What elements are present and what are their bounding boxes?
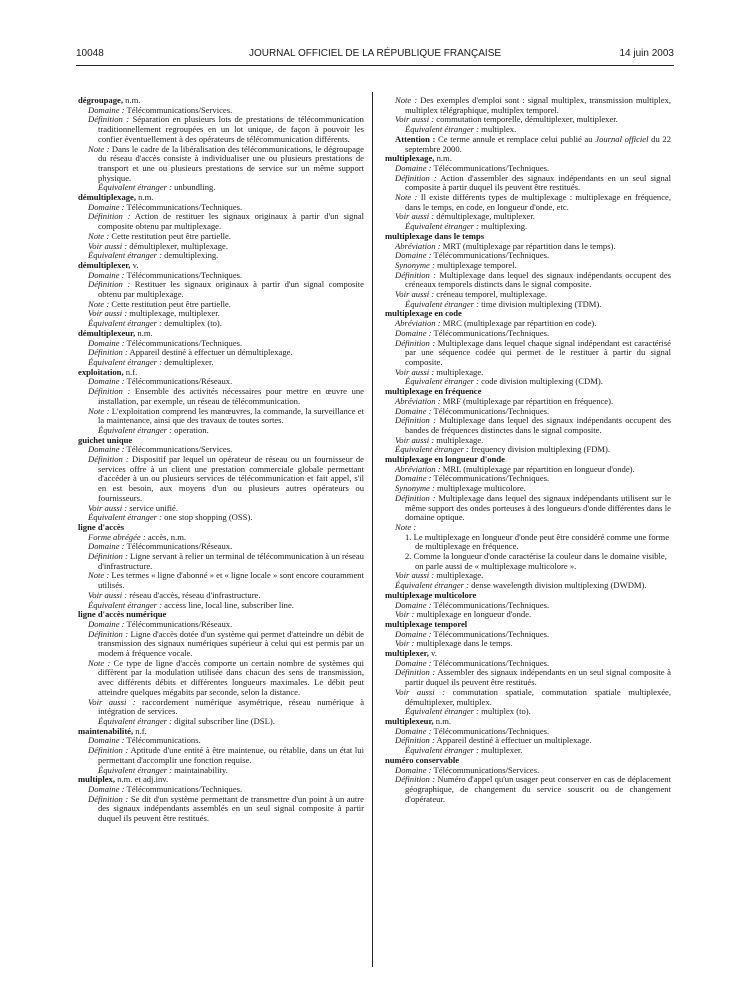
field-text: multiplexage temporel. xyxy=(434,259,517,270)
headword: multiplexage en fréquence xyxy=(385,386,482,397)
field-label: Voir : xyxy=(395,638,415,649)
field-text: multiplex. xyxy=(478,124,517,135)
field-text: access line, local line, subscriber line. xyxy=(161,599,294,610)
definition-field xyxy=(88,407,364,426)
field-text: Télécommunications/Techniques. xyxy=(431,473,550,484)
field-text: Télécommunications/Techniques. xyxy=(124,337,243,348)
field-label: Équivalent étranger : xyxy=(395,444,469,455)
definition-field xyxy=(88,795,364,824)
field-label: Domaine : xyxy=(395,628,432,639)
grammatical-category: v. xyxy=(428,648,437,659)
field-label: Note : xyxy=(88,570,110,581)
definition-field xyxy=(395,775,671,804)
headword: multiplexeur, xyxy=(385,716,434,726)
field-label: Équivalent étranger : xyxy=(405,124,479,135)
field-label: Voir aussi : xyxy=(395,686,446,697)
field-text: multiplex (to). xyxy=(478,706,531,717)
field-label: Voir aussi : xyxy=(88,240,128,251)
field-text: réseau d'accès, réseau d'infrastructure. xyxy=(127,589,261,600)
field-text: commutation temporelle, démultiplexer, multiplexer. xyxy=(434,114,618,125)
field-text: Télécommunications/Techniques. xyxy=(431,599,550,610)
note-list-item xyxy=(395,533,671,552)
field-label: Équivalent étranger : xyxy=(88,356,162,367)
field-text: Se dit d'un système permettant de transmettre d'un point à un autre des signaux indépendants assemblés en un seul signal composite à partir duquel ils peuvent être restitués. xyxy=(98,793,364,824)
field-text: maintainability. xyxy=(171,764,228,775)
headword: multiplexage multicolore xyxy=(385,589,477,600)
field-text: L'exploitation comprend les manœuvres, la commande, la surveillance et la maintenance, ainsi que des travaux de toutes sortes. xyxy=(98,405,364,426)
field-label: Domaine : xyxy=(88,376,125,387)
headword: guichet unique xyxy=(78,434,133,445)
field-text: dense wavelength division multiplexing (DWDM). xyxy=(468,580,647,591)
column-divider xyxy=(372,92,373,967)
field-label: Note : xyxy=(88,143,110,154)
field-text: multiplexage dans le temps. xyxy=(414,638,513,649)
field-label: Domaine : xyxy=(88,337,125,348)
field-label: Voir aussi : xyxy=(395,434,435,445)
definition-field xyxy=(395,688,671,707)
field-text: Télécommunications/Services. xyxy=(124,444,233,455)
field-text: MRF (multiplexage par répartition en fréquence). xyxy=(440,395,614,406)
field-label: Domaine : xyxy=(88,541,125,552)
field-text: Multiplexage dans lequel des signaux indépendants occupent des créneaux temporels distincts dans le signal composite. xyxy=(405,269,671,290)
field-text: multiplexage. xyxy=(434,570,484,581)
headword: numéro conservable xyxy=(385,754,460,765)
field-text: Télécommunications/Réseaux. xyxy=(124,618,233,629)
field-text: Appareil destiné à effectuer un multiplexage. xyxy=(434,735,592,746)
field-text: Multiplexage dans lequel des signaux indépendants utilisent sur le même support des ondes porteuses à des longueurs d'onde différentes dans le domaine optique. xyxy=(405,492,671,523)
field-text: Ligne d'accès dotée d'un système qui permet d'atteindre un débit de transmission des signaux numériques supérieur à celui qui est permis par un modem à fréquence vocale. xyxy=(98,628,364,659)
field-label: Abréviation : xyxy=(395,463,441,474)
field-text: Télécommunications/Techniques. xyxy=(431,405,550,416)
field-label: Attention : xyxy=(395,133,436,144)
field-label: Domaine : xyxy=(88,444,125,455)
left-column xyxy=(78,96,364,824)
field-text: digital subscriber line (DSL). xyxy=(171,716,275,726)
field-text: multiplexing. xyxy=(478,221,528,232)
note-text: 2. Comme la longueur d'onde caractérise la couleur dans le domaine visible, on parle aussi de « multiplexage multicolore ». xyxy=(405,551,667,571)
field-text: Télécommunications/Techniques. xyxy=(431,162,550,173)
field-label: Abréviation : xyxy=(395,318,441,329)
field-label: Domaine : xyxy=(395,725,432,736)
headword: multiplexage, xyxy=(385,153,435,164)
field-label: Définition : xyxy=(395,492,436,503)
headword: multiplexage en longueur d'onde xyxy=(385,454,505,465)
field-label: Voir aussi : xyxy=(88,589,128,600)
definition-field xyxy=(395,416,671,435)
field-label: Note : xyxy=(88,230,110,241)
grammatical-category: v. xyxy=(130,259,139,270)
right-column xyxy=(385,96,671,804)
field-text: Séparation en plusieurs lots de prestations de télécommunication traditionnellement regroupées en un lot unique, de façon à pouvoir les confier éventuellement à des opérateurs de télécommunication différents. xyxy=(98,114,364,144)
field-label: Domaine : xyxy=(395,764,432,775)
field-label: Note : xyxy=(88,405,110,416)
field-label: Définition : xyxy=(88,551,128,562)
field-text: operation. xyxy=(171,424,209,435)
field-label: Voir aussi : xyxy=(395,289,435,300)
field-label: Domaine : xyxy=(88,201,125,212)
field-label: Voir aussi : xyxy=(88,502,128,513)
headword: ligne d'accès xyxy=(78,521,125,532)
field-text: Cette restitution peut être partielle. xyxy=(109,298,231,309)
field-text: demultiplexer. xyxy=(161,356,214,367)
field-text: time division multiplexing (TDM). xyxy=(478,298,602,309)
field-text: Assembler des signaux indépendants en un seul signal composite à partir duquel ils peuvent être restitués. xyxy=(405,667,671,688)
field-label: Définition : xyxy=(88,454,129,465)
field-text: démultiplexage, multiplexer. xyxy=(434,211,535,222)
field-label: Synonyme : xyxy=(395,259,435,270)
note-text: 1. Le multiplexage en longueur d'onde peut être considéré comme une forme de multiplexage en fréquence. xyxy=(405,531,670,552)
field-label: Définition : xyxy=(88,211,131,222)
headword: démultiplexage, xyxy=(78,192,137,203)
field-text: service unifié. xyxy=(127,502,178,513)
definition-field xyxy=(88,145,364,184)
foreign-equivalent xyxy=(88,513,364,523)
definition-field xyxy=(395,271,671,290)
field-label: Domaine : xyxy=(395,657,432,668)
field-label: Définition : xyxy=(88,793,129,804)
field-text: multiplexage, multiplexer. xyxy=(127,308,220,319)
field-label: Équivalent étranger : xyxy=(88,512,162,523)
field-text: Télécommunications/Techniques. xyxy=(124,269,243,280)
field-text: frequency division multiplexing (FDM). xyxy=(468,444,611,455)
field-label: Équivalent étranger : xyxy=(98,182,172,193)
field-text: Télécommunications. xyxy=(124,735,201,746)
field-label: Définition : xyxy=(88,347,128,358)
grammatical-category: n.f. xyxy=(133,725,147,736)
field-label: Synonyme : xyxy=(395,483,435,494)
field-label: Équivalent étranger : xyxy=(405,298,479,309)
grammatical-category: n.m. xyxy=(135,327,153,338)
field-label: Domaine : xyxy=(88,783,125,794)
field-text: Dans le cadre de la libéralisation des télécommunications, le dégroupage du réseau d'accès consiste à individualiser une ou plusieurs prestations de transport et une ou plusieurs prestations de service sur un même support physique. xyxy=(98,143,364,183)
field-label: Définition : xyxy=(88,386,131,397)
definition-field xyxy=(88,659,364,698)
field-text: demultiplexing. xyxy=(161,250,219,261)
headword: multiplexage en code xyxy=(385,308,462,319)
field-label: Équivalent étranger : xyxy=(405,706,479,717)
field-label: Voir aussi : xyxy=(395,366,435,377)
field-label: Équivalent étranger : xyxy=(98,716,172,726)
definition-field xyxy=(88,698,364,717)
field-text: multiplexage. xyxy=(434,366,484,377)
field-text: Appareil destiné à effectuer un démultiplexage. xyxy=(127,347,293,358)
definition-field xyxy=(88,571,364,590)
grammatical-category: n.m. et adj.inv. xyxy=(115,774,169,785)
field-text: accès, n.m. xyxy=(145,531,187,542)
field-text: Cette restitution peut être partielle. xyxy=(109,230,231,241)
grammatical-category: n.m. xyxy=(433,716,452,726)
field-text: demultiplex (to). xyxy=(161,318,222,329)
field-text: multiplexage multicolore. xyxy=(434,483,526,494)
headword: maintenabilité, xyxy=(78,725,134,736)
field-label: Domaine : xyxy=(395,327,432,338)
field-text: Numéro d'appel qu'un usager peut conserver en cas de déplacement géographique, de changement du service souscrit ou de changement d'opérateur. xyxy=(405,774,671,804)
journal-reference: Journal officiel xyxy=(595,133,649,144)
field-label: Définition : xyxy=(395,269,437,280)
headword: exploitation, xyxy=(78,366,124,377)
definition-field xyxy=(88,746,364,765)
field-text: Télécommunications/Techniques. xyxy=(431,628,550,639)
headword: démultiplexer, xyxy=(78,259,131,270)
field-label: Équivalent étranger : xyxy=(88,318,162,329)
field-label: Définition : xyxy=(395,337,436,348)
field-text: MRC (multiplexage par répartition en code). xyxy=(440,318,597,329)
field-text: Ce terme annule et remplace celui publié au xyxy=(435,133,596,144)
field-text: Télécommunications/Techniques. xyxy=(431,327,550,338)
field-text: Télécommunications/Réseaux. xyxy=(124,541,233,552)
field-text: multiplexage en longueur d'onde. xyxy=(414,609,532,620)
definition-field xyxy=(395,494,671,523)
field-label: Domaine : xyxy=(88,269,125,280)
headword: dégroupage, xyxy=(78,95,123,105)
field-label: Voir aussi : xyxy=(395,211,435,222)
field-text: Aptitude d'une entité à être maintenue, ou rétablie, dans un état lui permettant d'accomplir une fonction requise. xyxy=(98,745,364,765)
field-text: Les termes « ligne d'abonné » et « ligne locale » sont encore couramment utilisés. xyxy=(98,570,364,591)
field-label: Équivalent étranger : xyxy=(405,745,479,756)
field-text: MRL (multiplexage par répartition en longueur d'onde). xyxy=(440,463,635,474)
field-label: Voir aussi : xyxy=(88,308,128,319)
field-text: raccordement numérique asymétrique, réseau numérique à intégration de services. xyxy=(98,696,365,717)
field-text: démultiplexer, multiplexage. xyxy=(127,240,228,251)
field-text: du 22 septembre 2000. xyxy=(405,133,671,154)
field-label: Voir aussi : xyxy=(395,114,435,125)
definition-field xyxy=(88,455,364,504)
field-label: Voir : xyxy=(395,609,415,620)
definition-field xyxy=(88,630,364,659)
field-label: Domaine : xyxy=(395,250,432,261)
field-label: Équivalent étranger : xyxy=(405,221,479,232)
field-text: unbundling. xyxy=(171,182,216,193)
headword: multiplexer, xyxy=(385,648,429,659)
attention-line xyxy=(395,135,671,154)
definition-field xyxy=(395,96,671,115)
field-text: Multiplexage dans lequel des signaux indépendants occupent des bandes de fréquences distinctes dans le signal composite. xyxy=(405,415,671,435)
grammatical-category: n.m. xyxy=(434,153,452,164)
field-text: Des exemples d'emploi sont : signal multiplex, transmission multiplex, multiplex télégraphique, multiplex temporel. xyxy=(405,95,672,115)
field-label: Domaine : xyxy=(395,473,432,484)
grammatical-category: n.m. xyxy=(122,95,141,105)
field-label: Abréviation : xyxy=(395,240,441,251)
publication-date: 14 juin 2003 xyxy=(619,48,674,59)
field-label: Forme abrégée : xyxy=(88,531,146,542)
field-text: Multiplexage dans lequel chaque signal indépendant est caractérisé par une séquence codée qui permet de le restituer à partir du signal composite. xyxy=(405,337,671,367)
field-label: Équivalent étranger : xyxy=(395,580,469,591)
field-label: Équivalent étranger : xyxy=(405,376,479,387)
field-label: Voir aussi : xyxy=(88,696,136,707)
field-text: Télécommunications/Techniques. xyxy=(124,201,243,212)
field-text: Dispositif par lequel un opérateur de réseau ou un fournisseur de services offre à un client une prestation commerciale globale permettant d'accéder à un ou plusieurs services de télécommunication et fait appel, s'il en est besoin, aux moyens d'un ou plusieurs autres opérateurs ou fournisseurs. xyxy=(98,454,364,503)
field-text: one stop shopping (OSS). xyxy=(161,512,253,523)
field-label: Définition : xyxy=(395,172,437,183)
headword: ligne d'accès numérique xyxy=(78,609,167,620)
field-label: Définition : xyxy=(395,735,435,746)
field-text: multiplexer. xyxy=(478,745,523,756)
field-text: créneau temporel, multiplexage. xyxy=(434,289,548,300)
field-label: Note : xyxy=(395,192,418,203)
definition-field xyxy=(395,174,671,193)
definition-field xyxy=(88,212,364,231)
field-label: Domaine : xyxy=(88,618,125,629)
field-label: Équivalent étranger : xyxy=(88,599,162,610)
field-label: Abréviation : xyxy=(395,395,441,406)
field-label: Domaine : xyxy=(395,162,432,173)
journal-title: JOURNAL OFFICIEL DE LA RÉPUBLIQUE FRANÇAISE xyxy=(248,48,502,59)
headword: multiplexage dans le temps xyxy=(385,230,485,241)
definition-field xyxy=(88,115,364,144)
field-label: Définition : xyxy=(88,279,131,290)
headword: démultiplexeur, xyxy=(78,327,136,338)
field-label: Note : xyxy=(88,298,110,309)
definition-field xyxy=(88,280,364,299)
definition-field xyxy=(395,193,671,212)
headword: multiplex, xyxy=(78,774,116,785)
field-text: commutation spatiale, commutation spatiale multiplexée, démultiplexer, multiplex. xyxy=(405,686,671,707)
field-text: Télécommunications/Services. xyxy=(124,104,233,115)
field-text: Télécommunications/Techniques. xyxy=(124,783,243,794)
field-label: Définition : xyxy=(395,415,437,426)
definition-field xyxy=(88,387,364,406)
field-label: Définition : xyxy=(88,628,129,639)
definition-field xyxy=(395,668,671,687)
definition-field xyxy=(88,552,364,571)
field-label: Voir aussi : xyxy=(395,570,435,581)
page-number: 10048 xyxy=(76,48,104,59)
field-label: Note : xyxy=(88,657,111,668)
field-text: Ensemble des activités nécessaires pour mettre en œuvre une installation, par exemple, un réseau de télécommunication. xyxy=(98,386,364,406)
field-label: Domaine : xyxy=(395,599,432,610)
field-label: Domaine : xyxy=(88,735,125,746)
field-text: code division multiplexing (CDM). xyxy=(478,376,603,387)
definition-field xyxy=(395,339,671,368)
field-label: Définition : xyxy=(88,114,130,125)
field-label: Définition : xyxy=(395,774,436,785)
field-text: Action d'assembler des signaux indépendants en un seul signal composite à partir duquel ils peuvent être restitués. xyxy=(405,172,671,193)
field-text: Restituer les signaux originaux à partir d'un signal composite obtenu par multiplexage. xyxy=(98,279,364,300)
headword: multiplexage temporel xyxy=(385,618,468,629)
note-list-item xyxy=(395,552,671,571)
field-text: Il existe différents types de multiplexage : multiplexage en fréquence, dans le temps, en code, en longueur d'onde, etc. xyxy=(405,192,671,212)
field-text: Télécommunications/Réseaux. xyxy=(124,376,233,387)
page-header xyxy=(76,48,674,62)
foreign-equivalent xyxy=(98,426,364,436)
field-text: Action de restituer les signaux originaux à partir d'un signal composite obtenu par multiplexage. xyxy=(98,211,364,232)
grammatical-category: n.f. xyxy=(123,366,138,377)
grammatical-category: n.m. xyxy=(136,192,154,203)
header-rule xyxy=(76,65,674,66)
field-text: Ligne servant à relier un terminal de télécommunication à un réseau d'infrastructure. xyxy=(98,551,364,571)
field-text: multiplexage. xyxy=(434,434,484,445)
field-label: Équivalent étranger : xyxy=(98,764,172,775)
field-text: Télécommunications/Techniques. xyxy=(431,725,550,736)
field-label: Note : xyxy=(395,95,418,105)
field-text: Télécommunications/Techniques. xyxy=(431,657,550,668)
field-text: Télécommunications/Techniques. xyxy=(431,250,550,261)
field-label: Équivalent étranger : xyxy=(98,424,172,435)
field-text: MRT (multiplexage par répartition dans le temps). xyxy=(440,240,616,251)
field-label: Note : xyxy=(395,521,417,532)
field-label: Domaine : xyxy=(88,104,125,115)
field-label: Définition : xyxy=(395,667,436,678)
field-label: Équivalent étranger : xyxy=(88,250,162,261)
field-label: Domaine : xyxy=(395,405,432,416)
field-text: Télécommunications/Services. xyxy=(431,764,540,775)
field-label: Définition : xyxy=(88,745,129,756)
field-text: Ce type de ligne d'accès comporte un certain nombre de systèmes qui diffèrent par la modulation utilisée dans chacun des sens de transmission, avec différents débits et différentes longueurs maximales. Le débit peut atteindre quelques mégabits par seconde, selon la distance. xyxy=(98,657,364,697)
